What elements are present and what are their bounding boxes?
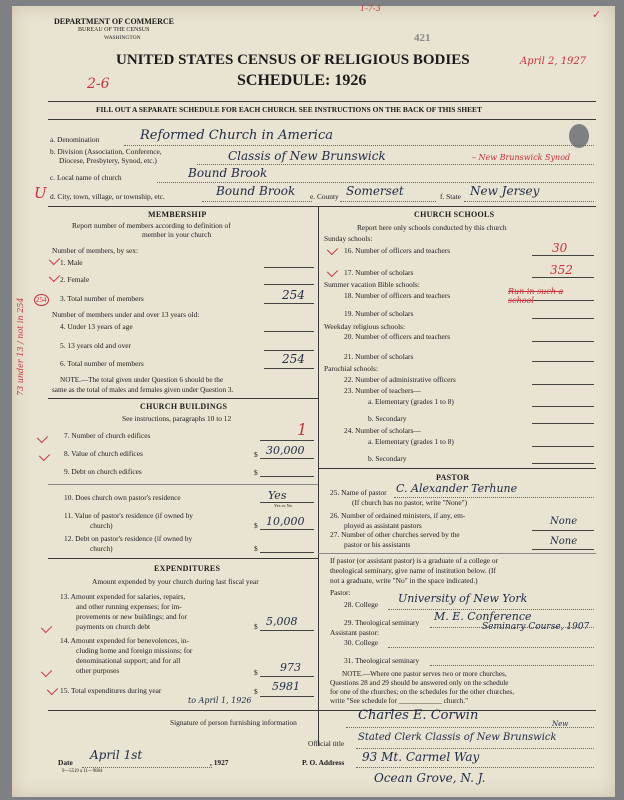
weekday-teachers-label: 20. Number of officers and teachers bbox=[344, 332, 451, 341]
bureau-name: BUREAU OF THE CENSUS bbox=[78, 27, 150, 33]
total-expenditures-note: to April 1, 1926 bbox=[188, 696, 252, 705]
city-label: d. City, town, village, or township, etc. bbox=[50, 192, 165, 201]
under-13-label: 4. Under 13 years of age bbox=[60, 322, 133, 331]
parochial-header: Parochial schools: bbox=[324, 364, 378, 373]
schools-title: CHURCH SCHOOLS bbox=[414, 210, 495, 219]
local-name-value: Bound Brook bbox=[188, 166, 268, 180]
running-expenses-value: 5,008 bbox=[266, 615, 298, 628]
corner-check: ✓ bbox=[592, 9, 602, 21]
benevolences-label-4: other purposes bbox=[76, 666, 120, 675]
sunday-teachers-label: 16. Number of officers and teachers bbox=[344, 246, 451, 255]
form-title: UNITED STATES CENSUS OF RELIGIOUS BODIES bbox=[116, 52, 470, 68]
over-13-label: 5. 13 years old and over bbox=[60, 341, 132, 350]
buildings-title: CHURCH BUILDINGS bbox=[140, 402, 228, 411]
running-expenses-label-3: provements or new buildings; and for bbox=[76, 612, 188, 621]
denomination-value: Reformed Church in America bbox=[140, 128, 333, 143]
edifice-debt-label: 9. Debt on church edifices bbox=[64, 467, 142, 476]
membership-note-1: NOTE.—The total given under Question 6 should be the bbox=[60, 376, 224, 384]
assistant-subheader: Assistant pastor: bbox=[330, 628, 380, 637]
local-name-label: c. Local name of church bbox=[50, 173, 122, 182]
residence-value-label-1: 11. Value of pastor's residence (if owned by bbox=[64, 511, 193, 520]
weekday-scholars-label: 21. Number of scholars bbox=[344, 352, 414, 361]
county-value: Somerset bbox=[346, 184, 404, 198]
po-address-label: P. O. Address bbox=[302, 758, 345, 767]
seminary-label: 29. Theological seminary bbox=[344, 618, 420, 627]
handwritten-code: 2-6 bbox=[87, 76, 110, 92]
pastor-note-2: Questions 28 and 29 should be answered only on the schedule bbox=[330, 679, 509, 687]
pastor-note-4: write "See schedule for ____________ church." bbox=[330, 697, 469, 705]
membership-note-2: same as the total of males and females given under Question 3. bbox=[52, 386, 234, 394]
buildings-sub: See instructions, paragraphs 10 to 12 bbox=[122, 414, 232, 423]
scholars-elementary-label: a. Elementary (grades 1 to 8) bbox=[368, 437, 454, 446]
other-churches-label-2: pastor or his assistants bbox=[344, 540, 411, 549]
date-year: , 1927 bbox=[210, 758, 229, 767]
pastor-name-value: C. Alexander Terhune bbox=[396, 482, 518, 495]
division-value: Classis of New Brunswick bbox=[228, 149, 386, 163]
college-value: University of New York bbox=[398, 592, 528, 605]
schedule-title: SCHEDULE: 1926 bbox=[237, 72, 367, 89]
county-label: e. County bbox=[310, 192, 339, 201]
residence-value-label-2: church) bbox=[90, 521, 113, 530]
denomination-label: a. Denomination bbox=[50, 135, 100, 144]
department-name: DEPARTMENT OF COMMERCE bbox=[54, 17, 175, 26]
total-expenditures-label: 15. Total expenditures during year bbox=[60, 686, 162, 695]
edifice-value: 30,000 bbox=[266, 444, 305, 457]
assistant-college-label: 30. College bbox=[344, 638, 379, 647]
division-extra: – New Brunswick Synod bbox=[472, 153, 571, 162]
benevolences-label-2: cluding home and foreign missions; for bbox=[76, 646, 193, 655]
total-expenditures-value: 5981 bbox=[272, 680, 300, 693]
seminary-extra: Seminary Course, 1907 bbox=[482, 622, 590, 632]
running-expenses-label-4: payments on church debt bbox=[76, 622, 151, 631]
bureau-city: WASHINGTON bbox=[104, 35, 141, 41]
assistant-seminary-label: 31. Theological seminary bbox=[344, 656, 420, 665]
male-label: 1. Male bbox=[60, 258, 83, 267]
own-residence-hint: Yes or No bbox=[274, 503, 293, 508]
margin-note: 73 under 13 / not in 254 bbox=[16, 297, 25, 396]
graduate-note-2: theological seminary, give name of institution below. (If bbox=[330, 566, 496, 575]
by-sex-header: Number of members, by sex: bbox=[52, 246, 138, 255]
pastor-note-1: NOTE.—Where one pastor serves two or more churches, bbox=[342, 670, 507, 678]
benevolences-label-3: denominational support; and for all bbox=[76, 656, 181, 665]
official-title-label: Official title bbox=[308, 739, 345, 748]
college-label: 28. College bbox=[344, 600, 379, 609]
city-value: Bound Brook bbox=[216, 184, 296, 198]
total-members-label: 3. Total number of members bbox=[60, 294, 144, 303]
stamp-number: 421 bbox=[414, 32, 431, 44]
scholars-secondary-label: b. Secondary bbox=[368, 454, 407, 463]
margin-u: U bbox=[34, 184, 47, 202]
stamp-top: 1-7-3 bbox=[360, 4, 381, 13]
residence-debt-label-1: 12. Debt on pastor's residence (if owned by bbox=[64, 534, 193, 543]
teachers-header: 23. Number of teachers— bbox=[344, 386, 421, 395]
pastor-subheader: Pastor: bbox=[330, 588, 351, 597]
benevolences-label-1: 14. Amount expended for benevolences, in- bbox=[60, 636, 190, 645]
edifices-label: 7. Number of church edifices bbox=[64, 431, 151, 440]
residence-debt-label-2: church) bbox=[90, 544, 113, 553]
handwritten-date: April 2, 1927 bbox=[520, 56, 587, 67]
margin-number: 254 bbox=[36, 296, 47, 304]
seminary-value: M. E. Conference bbox=[434, 610, 532, 623]
date-label: Date bbox=[58, 758, 73, 767]
membership-title: MEMBERSHIP bbox=[148, 210, 207, 219]
running-expenses-label-1: 13. Amount expended for salaries, repairs, bbox=[60, 592, 186, 601]
summer-teachers-label: 18. Number of officers and teachers bbox=[344, 291, 451, 300]
signature-value: Charles E. Corwin bbox=[358, 708, 479, 723]
summer-header: Summer vacation Bible schools: bbox=[324, 280, 420, 289]
summer-teachers-value: Run in such a school bbox=[508, 287, 564, 305]
total-members-age-label: 6. Total number of members bbox=[60, 359, 144, 368]
other-churches-label-1: 27. Number of other churches served by the bbox=[330, 530, 460, 539]
total-members-value: 254 bbox=[282, 288, 305, 302]
age-header: Number of members under and over 13 years old: bbox=[52, 310, 200, 319]
summer-scholars-label: 19. Number of scholars bbox=[344, 309, 414, 318]
teachers-elementary-label: a. Elementary (grades 1 to 8) bbox=[368, 397, 454, 406]
expenditures-sub: Amount expended by your church during last fiscal year bbox=[92, 577, 259, 586]
total-members-age-value: 254 bbox=[282, 352, 305, 366]
membership-sub-1: Report number of members according to definition of bbox=[72, 221, 231, 230]
pastor-name-hint: (If church has no pastor, write "None") bbox=[352, 498, 468, 507]
instruction-line: FILL OUT A SEPARATE SCHEDULE FOR EACH CHURCH. SEE INSTRUCTIONS ON THE BACK OF THIS SHEET bbox=[96, 105, 482, 114]
graduate-note-3: not a graduate, write "No" in the space indicated.) bbox=[330, 576, 478, 585]
signature-label: Signature of person furnishing information bbox=[170, 718, 297, 727]
female-label: 2. Female bbox=[60, 275, 90, 284]
pastor-name-label: 25. Name of pastor bbox=[330, 488, 387, 497]
schools-sub: Report here only schools conducted by this church bbox=[357, 223, 507, 232]
sunday-teachers-value: 30 bbox=[552, 241, 568, 255]
own-residence-value: Yes bbox=[268, 489, 287, 502]
pastor-title: PASTOR bbox=[436, 473, 470, 482]
weekday-header: Weekday religious schools: bbox=[324, 322, 406, 331]
graduate-note-1: If pastor (or assistant pastor) is a graduate of a college or bbox=[330, 556, 499, 565]
teachers-secondary-label: b. Secondary bbox=[368, 414, 407, 423]
official-title-extra: New bbox=[552, 720, 569, 728]
po-address-value-2: Ocean Grove, N. J. bbox=[374, 771, 486, 785]
state-label: f. State bbox=[440, 192, 461, 201]
assistant-ministers-label-1: 26. Number of ordained ministers, if any, em- bbox=[330, 511, 466, 520]
expenditures-title: EXPENDITURES bbox=[154, 564, 221, 573]
benevolences-value: 973 bbox=[280, 661, 301, 674]
other-churches-value: None bbox=[550, 536, 578, 547]
date-value: April 1st bbox=[90, 748, 143, 762]
scholars-header: 24. Number of scholars— bbox=[344, 426, 421, 435]
running-expenses-label-2: and other running expenses; for im- bbox=[76, 602, 182, 611]
division-label-1: b. Division (Association, Conference, bbox=[50, 147, 162, 156]
sunday-scholars-value: 352 bbox=[550, 263, 573, 277]
admin-officers-label: 22. Number of administrative officers bbox=[344, 375, 456, 384]
sunday-scholars-label: 17. Number of scholars bbox=[344, 268, 414, 277]
division-label-2: Diocese, Presbytery, Synod, etc.) bbox=[59, 156, 157, 165]
own-residence-label: 10. Does church own pastor's residence bbox=[64, 493, 181, 502]
form-number: 9—5519 a 11—9084 bbox=[62, 769, 103, 774]
pastor-note-3: for one of the churches; on the schedules for the other churches, bbox=[330, 688, 515, 696]
edifices-value: 1 bbox=[297, 420, 308, 439]
membership-sub-2: member in your church bbox=[142, 230, 212, 239]
official-title-value: Stated Clerk Classis of New Brunswick bbox=[358, 732, 557, 743]
edifice-value-label: 8. Value of church edifices bbox=[64, 449, 143, 458]
po-address-value: 93 Mt. Carmel Way bbox=[362, 750, 480, 764]
census-schedule-page: DEPARTMENT OF COMMERCE BUREAU OF THE CENSUS WASHINGTON 1-7-3 421 UNITED STATES CENSUS OF RELIGIOUS BODIES SCHEDULE: 1926 April 2, 1927 2-6 ✓ FILL OUT A SEPARATE SCHEDULE FOR EACH CHURCH. SEE INSTRUCTIONS ON THE BACK OF THIS SHEET a. Denomination Reformed Church in America b. Division (Association, Conference, Diocese, Presbytery, Synod, etc.) Classis of New Brunswick – New Brunswick Synod c. Local name of church Bound Brook U d. City, town, village, or township, etc. Bound Brook e. County Somerset f. State New Jersey MEMBERSHIP Report number of members according to definition of member in your church Number of members, by sex: 1. Male 2. Female 3. Total number of members 254 254 Number of members under and over 13 years old: 4. Under 13 years of age 5. 13 years old and over 6. Total number of members 254 73 under 13 / not in 254 NOTE.—The total given under Question 6 should be the same as the total of males and females given under Question 3. CHURCH BUILDINGS See instructions, paragraphs 10 to 12 7. Number of church edifices 1 8. Value of church edifices $ 30,000 9. Debt on church edifices $ 10. Does church own pastor's residence Yes Yes or No 11. Value of pastor's residence (if owned by church) $ 10,000 12. Debt on pastor's residence (if owned by church) $ EXPENDITURES Amount expended by your church during last fiscal year 13. Amount expended for salaries, repairs, and other running expenses; for im- provements or new buildings; and for payments on church debt $ 5,008 14. Amount expended for benevolences, in- cluding home and foreign missions; for denominational support; and for all other purposes $ 973 15. Total expenditures during year $ 5981 to April 1, 1926 CHURCH SCHOOLS Report here only schools conducted by this church Sunday schools: 16. Number of officers and teachers 30 17. Number of scholars 352 Summer vacation Bible schools: 18. Number of officers and teachers Run in such a school 19. Number of scholars Weekday religious schools: 20. Number of officers and teachers 21. Number of scholars Parochial schools: 22. Number of administrative officers 23. Number of teachers— a. Elementary (grades 1 to 8) b. Secondary 24. Number of scholars— a. Elementary (grades 1 to 8) b. Secondary PASTOR 25. Name of pastor C. Alexander Terhune (If church has no pastor, write "None") 26. Number of ordained ministers, if any, em- ployed as assistant pastors None 27. Number of other churches served by the pastor or his assistants None If pastor (or assistant pastor) is a graduate of a college or theological seminary, give name of institution below. (If not a graduate, write "No" in the space indicated.) Pastor: 28. College University of New York 29. Theological seminary M. E. Conference Seminary Course, 1907 Assistant pastor: 30. College 31. Theological seminary NOTE.—Where one pastor serves two or more churches, Questions 28 and 29 should be answered only on the schedule for one of the churches; on the schedules for the other churches, write "See schedule for ____________ church." Signature of person furnishing information Charles E. Corwin Official title Stated Clerk Classis of New Brunswick New Date April 1st , 1927 P. O. Address 93 Mt. Carmel Way Ocean Grove, N. J. 9—5519 a 11—9084 bbox=[12, 6, 615, 797]
residence-value: 10,000 bbox=[266, 515, 305, 528]
sunday-header: Sunday schools: bbox=[324, 234, 373, 243]
assistant-ministers-label-2: ployed as assistant pastors bbox=[344, 521, 422, 530]
state-value: New Jersey bbox=[470, 184, 540, 198]
assistant-ministers-value: None bbox=[550, 516, 578, 527]
